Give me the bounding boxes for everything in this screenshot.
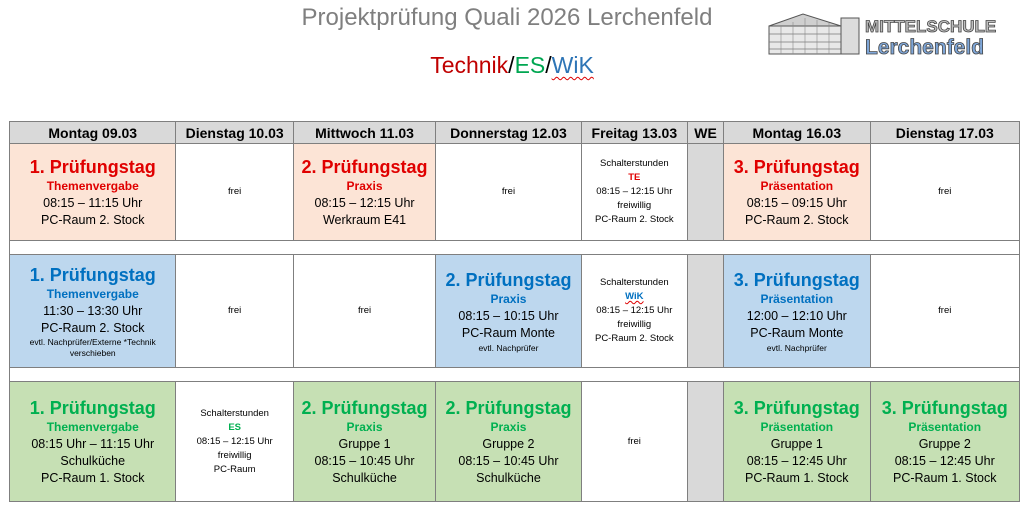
- subject-es: ES: [514, 52, 546, 78]
- logo-text-top: MITTELSCHULE: [865, 17, 997, 36]
- technik-day1-cell: 1. Prüfungstag Themenvergabe 08:15 – 11:15 Uhr PC-Raum 2. Stock: [10, 144, 176, 241]
- es-office-hours-cell: Schalterstunden ES 08:15 – 12:15 Uhr freiwillig PC-Raum: [176, 382, 293, 502]
- es-free-cell: frei: [581, 382, 687, 502]
- es-day2-group2-cell: 2. Prüfungstag Praxis Gruppe 2 08:15 – 10:45 Uhr Schulküche: [436, 382, 581, 502]
- technik-day2-cell: 2. Prüfungstag Praxis 08:15 – 12:15 Uhr Werkraum E41: [293, 144, 435, 241]
- header-cell: Montag 16.03: [724, 122, 870, 144]
- header-cell: Dienstag 17.03: [870, 122, 1020, 144]
- technik-free-cell: frei: [436, 144, 581, 241]
- spacer-row: [10, 241, 1020, 255]
- technik-office-hours-cell: Schalterstunden TE 08:15 – 12:15 Uhr freiwillig PC-Raum 2. Stock: [581, 144, 687, 241]
- wik-free-cell: frei: [293, 255, 435, 368]
- technik-free-cell: frei: [176, 144, 293, 241]
- exam-schedule-table: [9, 121, 1020, 502]
- subject-technik: Technik: [430, 52, 509, 78]
- es-day1-cell: 1. Prüfungstag Themenvergabe 08:15 Uhr – 11:15 Uhr Schulküche PC-Raum 1. Stock: [10, 382, 176, 502]
- technik-day3-cell: 3. Prüfungstag Präsentation 08:15 – 09:15 Uhr PC-Raum 2. Stock: [724, 144, 870, 241]
- wik-day3-cell: 3. Prüfungstag Präsentation 12:00 – 12:10 Uhr PC-Raum Monte evtl. Nachprüfer: [724, 255, 870, 368]
- header-row: [10, 122, 1020, 144]
- es-day2-group1-cell: 2. Prüfungstag Praxis Gruppe 1 08:15 – 10:45 Uhr Schulküche: [293, 382, 435, 502]
- header-cell: Dienstag 10.03: [176, 122, 293, 144]
- header-cell: Montag 09.03: [10, 122, 176, 144]
- header-cell: Donnerstag 12.03: [436, 122, 581, 144]
- wik-free-cell: frei: [176, 255, 293, 368]
- wik-day1-cell: 1. Prüfungstag Themenvergabe 11:30 – 13:30 Uhr PC-Raum 2. Stock evtl. Nachprüfer/Externe *Technik verschieben: [10, 255, 176, 368]
- school-logo: [767, 8, 999, 58]
- subject-wik: WiK: [551, 52, 594, 78]
- wik-office-hours-cell: Schalterstunden WiK 08:15 – 12:15 Uhr freiwillig PC-Raum 2. Stock: [581, 255, 687, 368]
- wik-day2-cell: 2. Prüfungstag Praxis 08:15 – 10:15 Uhr PC-Raum Monte evtl. Nachprüfer: [436, 255, 581, 368]
- header-cell: WE: [687, 122, 723, 144]
- weekend-cell: [687, 255, 723, 368]
- es-day3-group2-cell: 3. Prüfungstag Präsentation Gruppe 2 08:15 – 12:45 Uhr PC-Raum 1. Stock: [870, 382, 1020, 502]
- weekend-cell: [687, 144, 723, 241]
- wik-row: [10, 255, 1020, 368]
- technik-free-cell: frei: [870, 144, 1020, 241]
- subject-subtitle: Technik/ES/WiK: [430, 52, 594, 78]
- school-building-icon: [769, 14, 859, 54]
- weekend-cell: [687, 382, 723, 502]
- logo-text-bottom: Lerchenfeld: [865, 36, 985, 58]
- page-title: Projektprüfung Quali 2026 Lerchenfeld: [301, 4, 713, 31]
- spacer-row: [10, 368, 1020, 382]
- es-day3-group1-cell: 3. Prüfungstag Präsentation Gruppe 1 08:15 – 12:45 Uhr PC-Raum 1. Stock: [724, 382, 870, 502]
- header-cell: Mittwoch 11.03: [293, 122, 435, 144]
- es-row: [10, 382, 1020, 502]
- technik-row: [10, 144, 1020, 241]
- header-cell: Freitag 13.03: [581, 122, 687, 144]
- wik-free-cell: frei: [870, 255, 1020, 368]
